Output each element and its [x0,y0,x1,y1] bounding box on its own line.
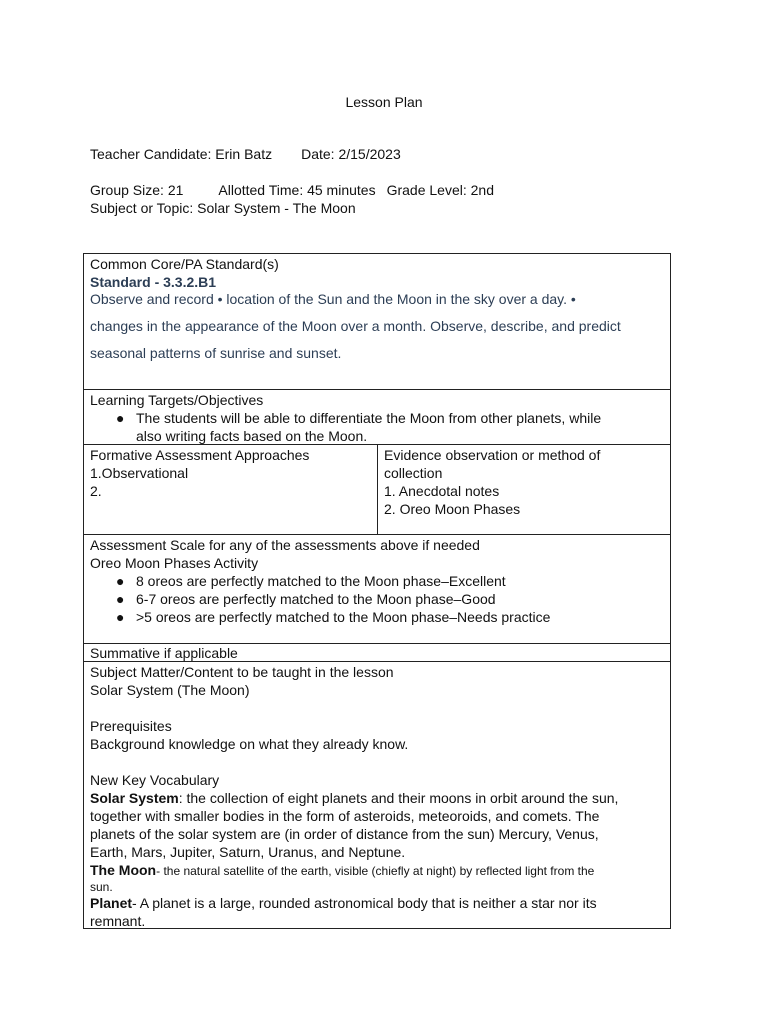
vocab-term: The Moon [90,862,157,878]
assessment-approaches-section [83,444,671,535]
vocab-definition: sun. [90,880,113,894]
vocab-planet [90,894,664,912]
vocab-definition: planets of the solar system are (in order of distance from the sun) Mercury, Venus, [90,826,599,842]
scale-activity: Oreo Moon Phases Activity [90,555,259,571]
lesson-date: Date: 2/15/2023 [301,146,401,162]
bullet-icon: ● [116,410,125,426]
subject-topic: Subject or Topic: Solar System - The Moon [90,200,356,216]
vocab-term: Solar System [90,790,179,806]
list-item: 1. Anecdotal notes [384,483,500,499]
vocab-moon [90,861,664,880]
objective-line: The students will be able to differentiate the Moon from other planets, while [136,410,602,426]
content-section [83,661,671,929]
list-item: 2. Oreo Moon Phases [384,501,521,517]
bullet-icon: ● [116,609,125,625]
grade-level: Grade Level: 2nd [386,182,494,198]
summative-section [83,643,671,662]
list-item [114,409,664,445]
standard-text-line: Observe and record • location of the Sun and the Moon in the sky over a day. • [90,291,576,307]
allotted-time: Allotted Time: 45 minutes [218,182,376,198]
teacher-date-line [90,146,401,162]
objectives-section [83,389,671,445]
subject-matter-heading: Subject Matter/Content to be taught in the lesson [90,664,394,680]
scale-criterion: 8 oreos are perfectly matched to the Moon phase–Excellent [136,573,506,589]
page-title: Lesson Plan [345,94,423,110]
group-size: Group Size: 21 [90,182,184,198]
summative-heading: Summative if applicable [90,645,238,661]
scale-criterion: 6-7 oreos are perfectly matched to the Moon phase–Good [136,591,496,607]
vocab-definition: Earth, Mars, Jupiter, Saturn, Uranus, and Neptune. [90,844,406,860]
formative-column [84,445,378,534]
vocab-solar-system [90,789,664,807]
standard-text-line: changes in the appearance of the Moon over a month. Observe, describe, and predict [90,318,621,334]
list-item: 2. [90,483,102,499]
standard-code: Standard - 3.3.2.B1 [90,274,217,290]
list-item: 1.Observational [90,465,189,481]
subject-matter-value: Solar System (The Moon) [90,682,250,698]
teacher-candidate: Teacher Candidate: Erin Batz [90,146,273,162]
vocabulary-heading: New Key Vocabulary [90,772,220,788]
vocab-definition: remnant. [90,913,146,929]
prerequisites-heading: Prerequisites [90,718,172,734]
objectives-heading: Learning Targets/Objectives [90,392,264,408]
prerequisites-value: Background knowledge on what they already know. [90,736,409,752]
standards-heading: Common Core/PA Standard(s) [90,256,279,272]
bullet-icon: ● [116,591,125,607]
assessment-scale-section [83,534,671,644]
scale-criterion: >5 oreos are perfectly matched to the Moon phase–Needs practice [136,609,551,625]
standards-section [83,253,671,390]
vocab-term: Planet [90,895,133,911]
list-item [114,590,664,608]
scale-heading: Assessment Scale for any of the assessments above if needed [90,537,480,553]
vocab-definition: - A planet is a large, rounded astronomical body that is neither a star nor its [132,895,597,911]
evidence-heading: Evidence observation or method of [384,447,601,463]
vocab-definition: - the natural satellite of the earth, visible (chiefly at night) by reflected light from the [156,864,595,878]
evidence-column [378,445,670,534]
list-item [114,572,664,590]
standard-text-line: seasonal patterns of sunrise and sunset. [90,345,342,361]
list-item [114,608,664,626]
bullet-icon: ● [116,573,125,589]
evidence-heading: collection [384,465,443,481]
formative-heading: Formative Assessment Approaches [90,447,310,463]
objective-line: also writing facts based on the Moon. [136,428,368,444]
vocab-definition: : the collection of eight planets and their moons in orbit around the sun, [178,790,619,806]
group-line [90,182,494,198]
vocab-definition: together with smaller bodies in the form of asteroids, meteoroids, and comets. The [90,808,600,824]
